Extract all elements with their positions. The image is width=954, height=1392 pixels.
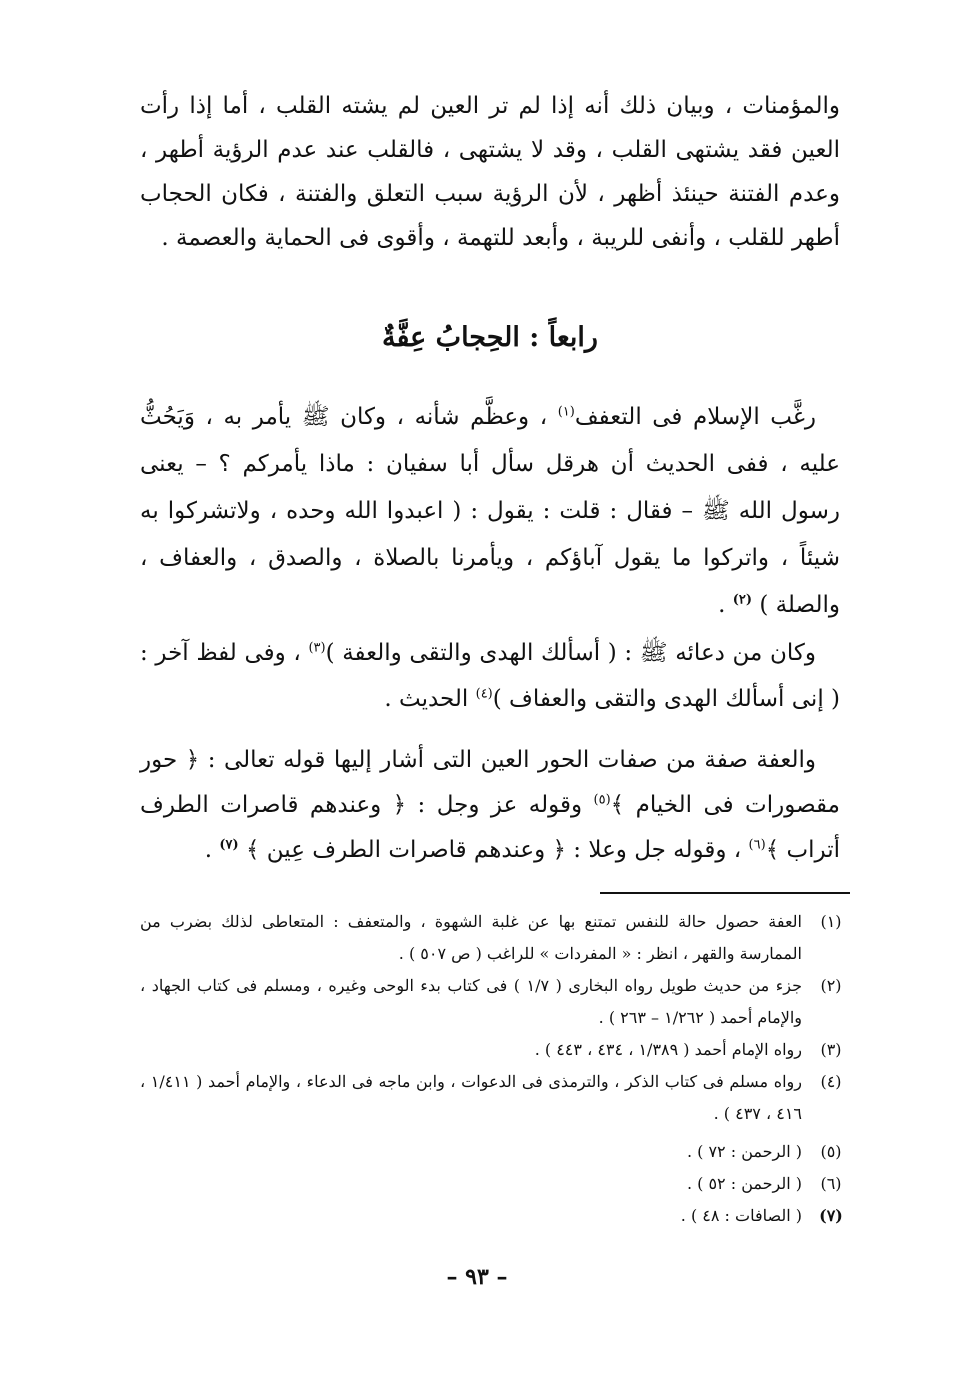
footnote-item (140, 1034, 860, 1066)
footnote-ref-5: (٥) (593, 792, 611, 808)
footnote-item (140, 970, 860, 1034)
paragraph-text: وقوله عز وجل : ﴿ وعندهم قاصرات الطرف أتراب ﴾ (140, 792, 840, 863)
footnote-number: (٦) (820, 1174, 842, 1193)
footnote-text: العفة حصول حالة للنفس تمتنع بها عن غلبة الشهوة ، والمتعفف : المتعاطى لذلك بضرب من الممارسة والقهر ، انظر : « المفردات » للراغب ( ص ٥٠٧ ) . (140, 912, 803, 963)
footnote-ref-3: (٣) (308, 640, 326, 656)
footnote-number: (٣) (820, 1040, 842, 1059)
paragraph-end: . (204, 837, 220, 863)
paragraph-houris (140, 738, 840, 873)
footnote-text: ( الصافات : ٤٨ ) . (680, 1206, 802, 1225)
paragraph-text: الحديث . (384, 686, 476, 712)
paragraph-prayer (140, 630, 840, 722)
footnote-ref-6: (٦) (748, 837, 766, 853)
footnote-text: رواه مسلم فى كتاب الذكر ، والترمذى فى الدعوات ، وابن ماجه فى الدعاء ، والإمام أحمد ( ١/٤١١ ، ٤١٦ ، ٤٣٧ ) . (140, 1072, 803, 1123)
paragraph-text: ، وفى لفظ آخر : ( إنى أسألك الهدى والتقى والعفاف ) (140, 640, 840, 712)
footnote-item (140, 906, 860, 970)
footnote-text: جزء من حديث طويل رواه البخارى ( ١/٧ ) فى كتاب بدء الوحى وغيره ، ومسلم فى كتاب الجهاد ، والإمام أحمد ( ١/٢٦٢ – ٢٦٣ ) . (140, 976, 802, 1027)
paragraph-text: والعفة صفة من صفات الحور العين التى أشار إليها قوله تعالى : ﴿ حور مقصورات فى الخيام ﴾ (140, 747, 840, 818)
footnote-text: رواه الإمام أحمد ( ١/٣٨٩ ، ٤٣٤ ، ٤٤٣ ) . (534, 1040, 802, 1059)
paragraph-intro: والمؤمنات ، وبيان ذلك أنه إذا لم تر العين لم يشته القلب ، أما إذا رأت العين فقد يشتهى القلب ، وقد لا يشتهى ، فالقلب عند عدم الرؤية أطهر ، وعدم الفتنة حينئذ أظهر ، لأن الرؤية سبب التعلق والفتنة ، فكان الحجاب أطهر للقلب ، وأنفى للريبة ، وأبعد للتهمة ، وأقوى فى الحماية والعصمة . (140, 93, 840, 251)
footnote-ref-2: (٢) (732, 592, 752, 608)
footnote-number: (٥) (820, 1142, 842, 1161)
footnote-item (140, 1136, 860, 1168)
footnote-text: ( الرحمن : ٧٢ ) . (686, 1142, 802, 1161)
footnote-ref-7: (٧) (219, 837, 239, 853)
footnote-item (140, 1200, 860, 1232)
page-number: – ٩٣ – (446, 1264, 508, 1290)
footnote-item (140, 1168, 860, 1200)
footnote-item (140, 1066, 860, 1130)
footnote-number: (١) (820, 912, 842, 931)
footnote-number: (٢) (820, 976, 842, 995)
footnote-ref-1: (١) (557, 404, 575, 420)
paragraph-chastity (140, 394, 840, 629)
footnote-number: (٧) (819, 1206, 843, 1225)
paragraph-text: ، وقوله جل وعلا : ﴿ وعندهم قاصرات الطرف عِين ﴾ (245, 837, 749, 863)
footnotes (140, 906, 860, 1232)
paragraph-end: . (718, 592, 733, 618)
footnote-text: ( الرحمن : ٥٢ ) . (686, 1174, 802, 1193)
paragraph-text: وكان من دعائه ﷺ : ( أسألك الهدى والتقى والعفة ) (325, 640, 816, 666)
section-heading: رابعاً : الحِجابُ عِفَّةٌ (382, 322, 598, 353)
footnote-ref-4: (٤) (475, 686, 493, 702)
paragraph-text: ، وعظَّم شأنه ، وكان ﷺ يأمر به ، وَيَحُثُّ عليه ، ففى الحديث أن هرقل سأل أبا سفيان : ماذا يأمركم ؟ – يعنى رسول الله ﷺ – فقال : قلت : يقول : ( اعبدوا الله وحده ، ولاتشركوا به شيئاً ، واتركوا ما يقول آباؤكم ، ويأمرنا بالصلاة ، والصدق ، والعفاف ، والصلة ) (140, 404, 840, 618)
paragraph-text: رغَّب الإسلام فى التعفف (574, 404, 817, 430)
footnote-number: (٤) (820, 1072, 842, 1091)
footnote-divider (600, 892, 850, 894)
